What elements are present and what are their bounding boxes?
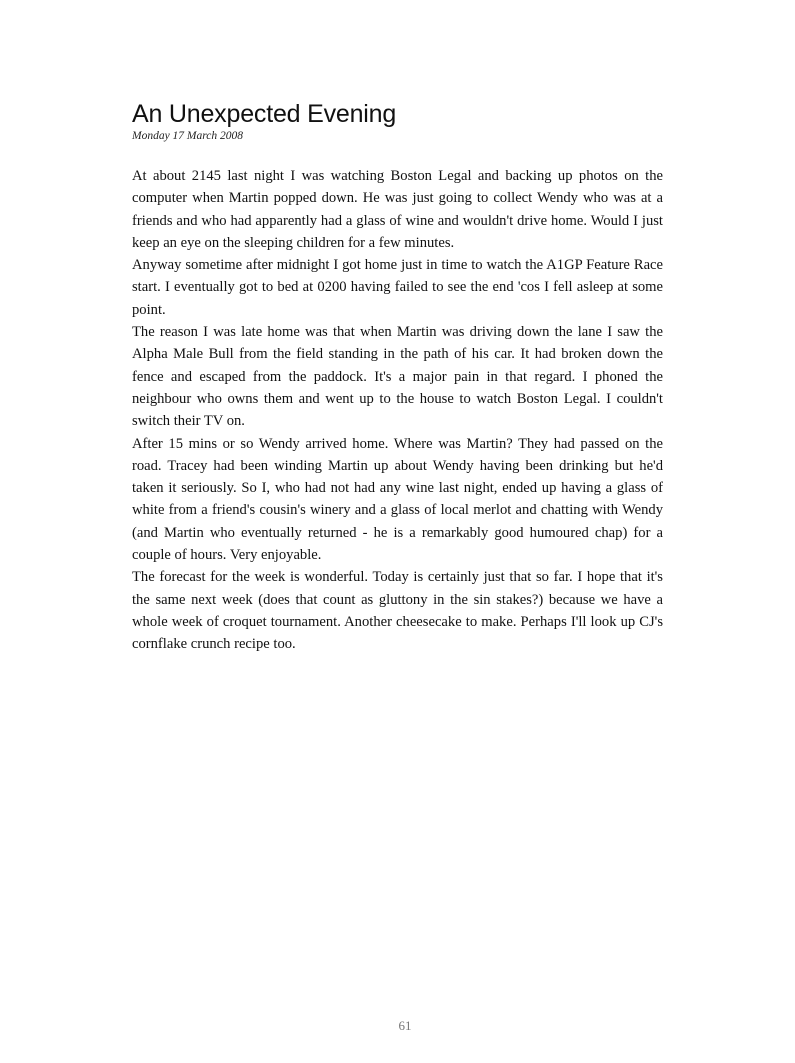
article-title: An Unexpected Evening [132,100,397,128]
article [132,98,663,656]
paragraph: After 15 mins or so Wendy arrived home. Where was Martin? They had passed on the road. Tracey had been winding Martin up about Wendy having been drinking but he'd taken it seriously. So I, who had not had any wine last night, ended up having a glass of white from a friend's cousin's winery and a glass of local merlot and chatting with Wendy (and Martin who eventually returned - he is a remarkably good humoured chap) for a couple of hours. Very enjoyable. [132,435,663,564]
paragraph: The forecast for the week is wonderful. Today is certainly just that so far. I hope that it's the same next week (does that count as gluttony in the sin stakes?) because we have a whole week of croquet tournament. Another cheesecake to make. Perhaps I'll look up CJ's cornflake crunch recipe too. [132,569,663,653]
page-number: 61 [398,1018,412,1033]
article-date: Monday 17 March 2008 [132,130,244,142]
paragraph: Anyway sometime after midnight I got home just in time to watch the A1GP Feature Race start. I eventually got to bed at 0200 having failed to see the end 'cos I fell asleep at some point. [132,257,663,318]
article-body [132,165,663,656]
paragraph: At about 2145 last night I was watching Boston Legal and backing up photos on the computer when Martin popped down. He was just going to collect Wendy who was at a friends and who had apparently had a glass of wine and wouldn't drive home. Would I just keep an eye on the sleeping children for a few minutes. [132,168,663,251]
paragraph: The reason I was late home was that when Martin was driving down the lane I saw the Alpha Male Bull from the field standing in the path of his car. It had broken down the fence and escaped from the paddock. It's a major pain in that regard. I phoned the neighbour who owns them and went up to the house to watch Boston Legal. I couldn't switch their TV on. [132,324,663,430]
